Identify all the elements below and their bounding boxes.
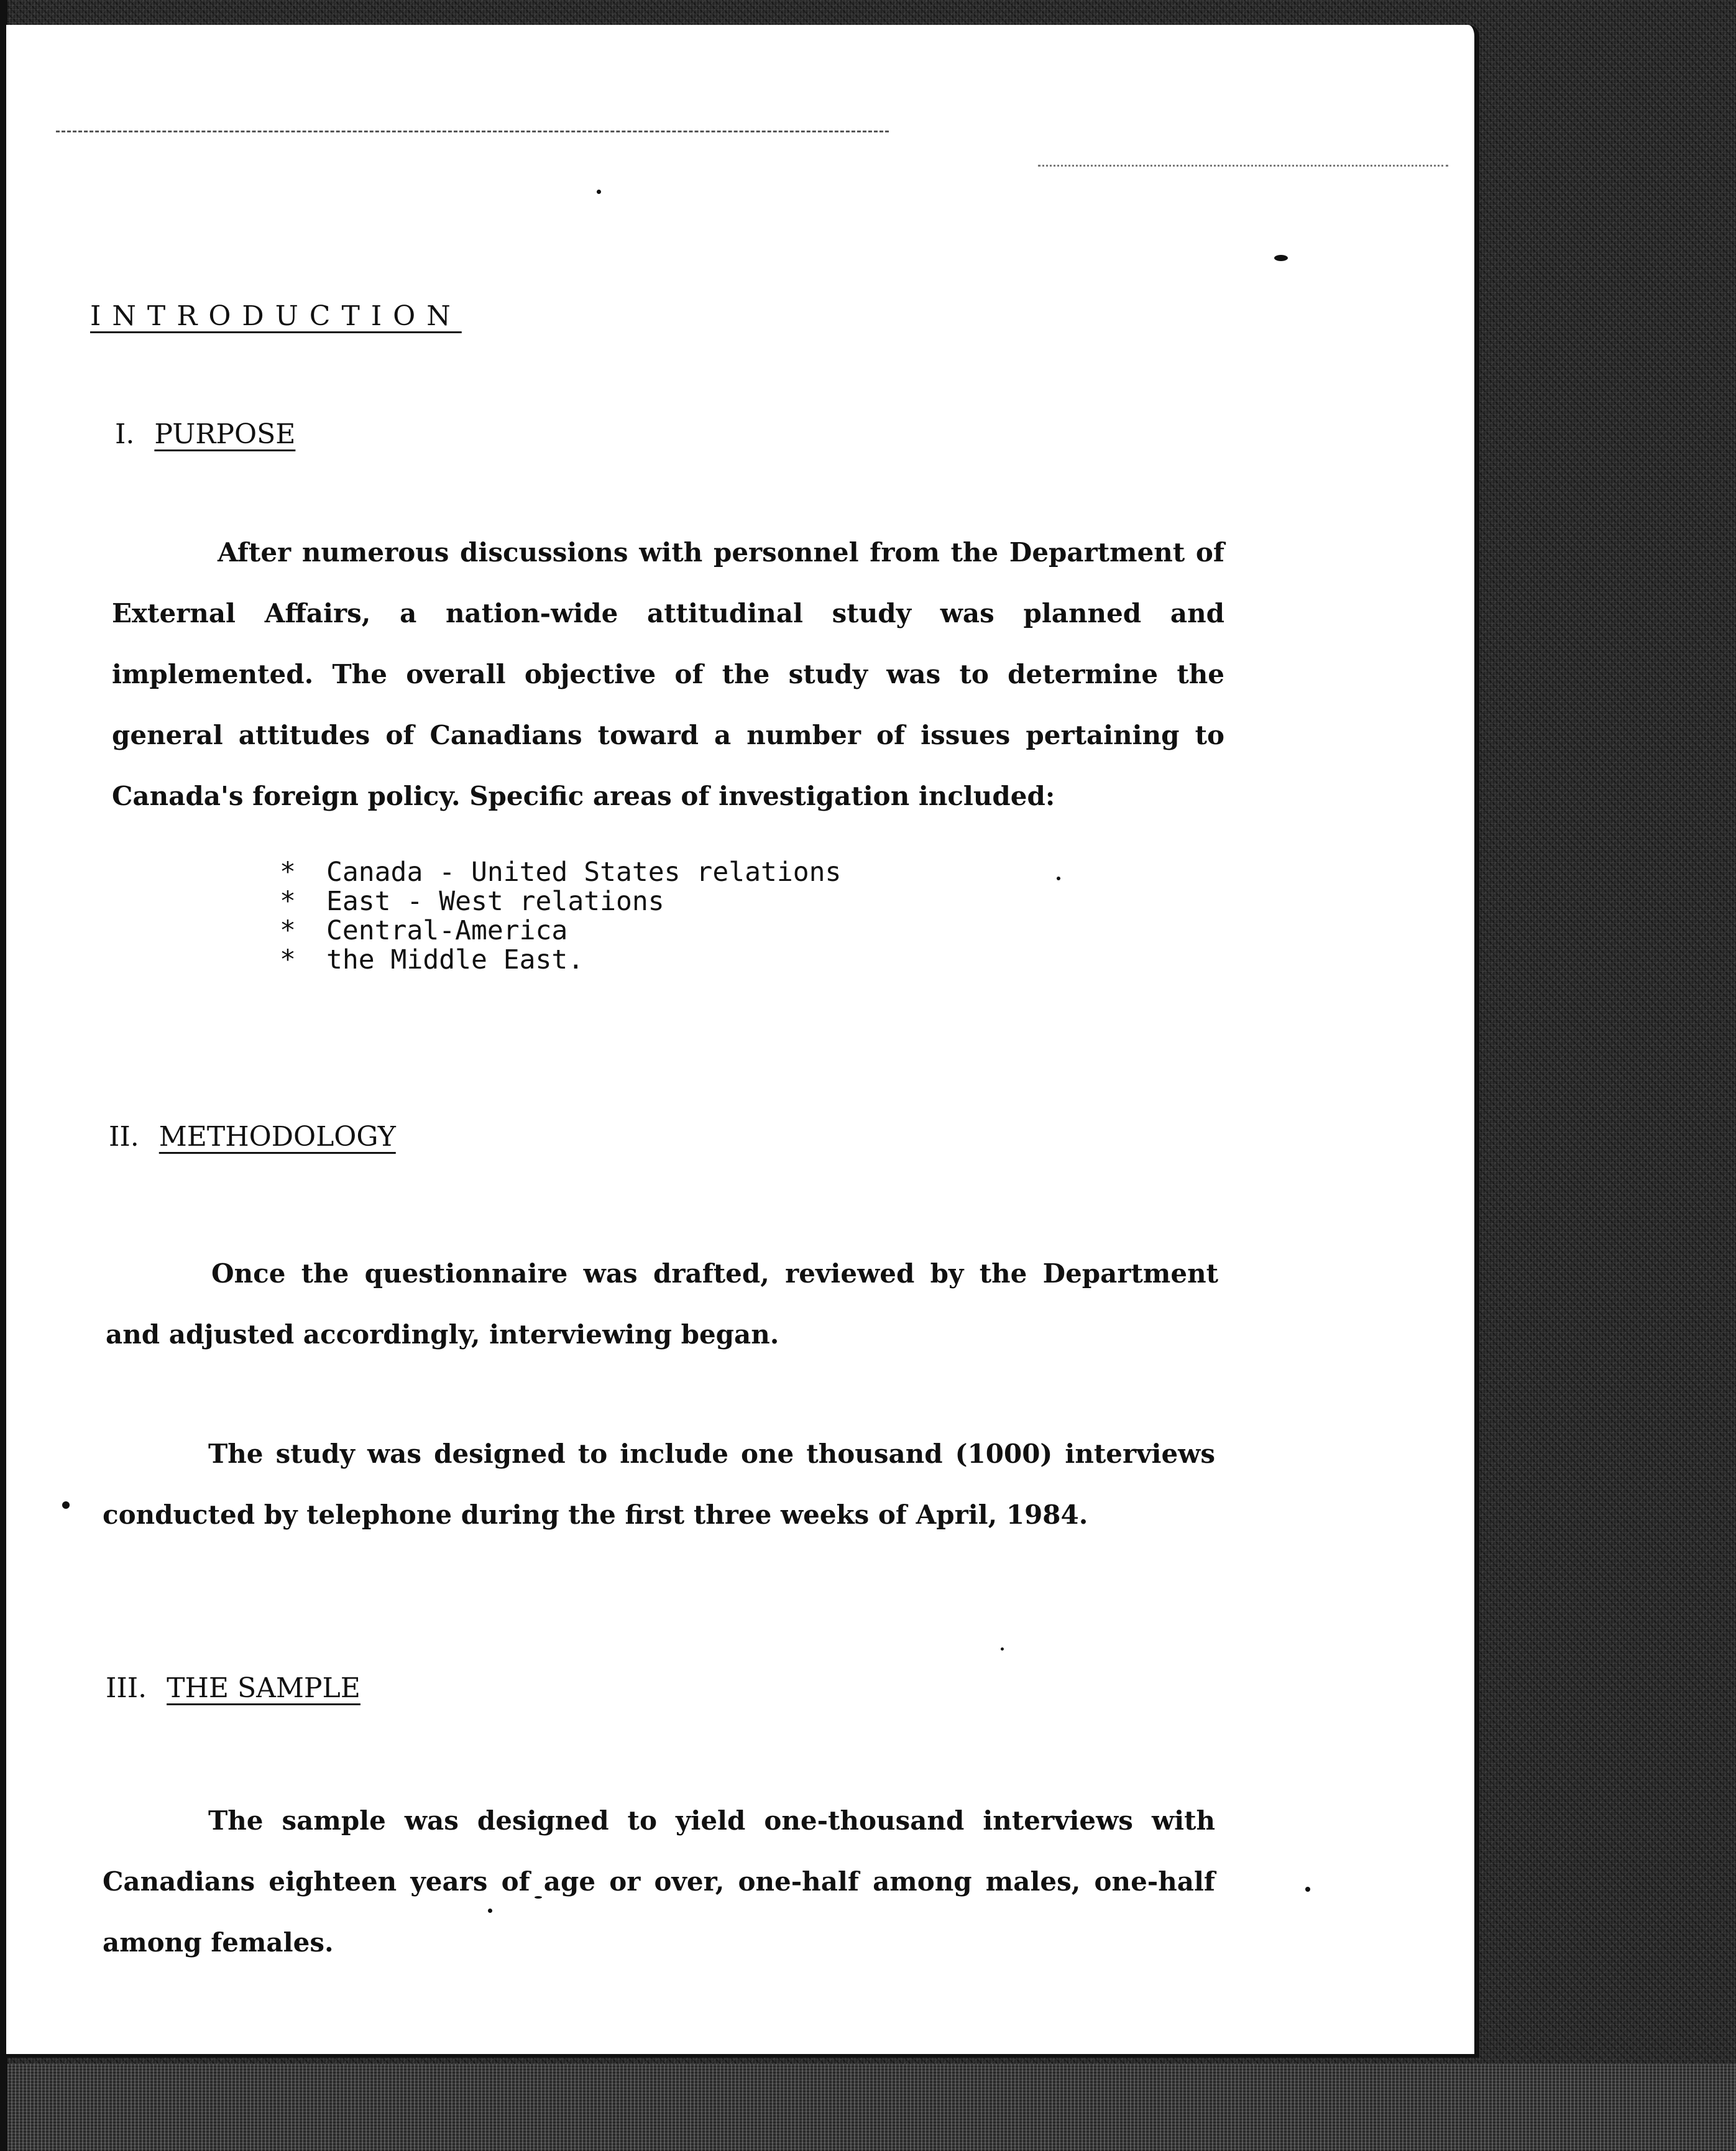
- ink-speck: [62, 1501, 70, 1509]
- investigation-areas-list: [280, 858, 841, 975]
- list-item-text: the Middle East.: [326, 944, 584, 975]
- list-item: [280, 946, 841, 975]
- list-item: [280, 858, 841, 887]
- list-item: [280, 916, 841, 946]
- section-title: METHODOLOGY: [158, 1121, 396, 1153]
- document-page: [6, 25, 1479, 2058]
- purpose-paragraph-text: After numerous discussions with personnel from the Department of External Affairs, a nation-wide attitudinal study was planned and implemented. The overall objective of the study was to determine the general attitudes of Canadians toward a number of issues pertaining to Canada's foreign policy. Specific areas of investigation included:: [112, 537, 1224, 811]
- introduction-heading: INTRODUCTION: [90, 300, 462, 332]
- scanner-bottom-noise: [0, 2064, 1736, 2151]
- ink-speck: [597, 190, 601, 194]
- section-number: III.: [106, 1672, 147, 1704]
- section-title: THE SAMPLE: [167, 1672, 361, 1704]
- methodology-heading: [109, 1121, 396, 1153]
- methodology-paragraph-1: [106, 1243, 1218, 1365]
- ink-speck: [1001, 1647, 1004, 1651]
- methodology-paragraph-2: [103, 1424, 1215, 1545]
- list-item-text: Central-America: [326, 915, 568, 946]
- ink-speck: [1305, 1887, 1310, 1892]
- purpose-heading: [115, 418, 295, 450]
- list-item: [280, 887, 841, 916]
- top-dashed-rule: [56, 131, 889, 132]
- section-number: I.: [115, 418, 135, 450]
- methodology-paragraph-1-text: Once the questionnaire was drafted, reviewed by the Department and adjusted accordingly, interviewing began.: [106, 1258, 1218, 1350]
- ink-speck: [1274, 255, 1288, 261]
- bullet-star: *: [280, 857, 296, 888]
- sample-paragraph: [103, 1790, 1215, 1973]
- sample-paragraph-text: The sample was designed to yield one-thousand interviews with Canadians eighteen years of age or over, one-half among males, one-half among females.: [103, 1805, 1215, 1958]
- section-number: II.: [109, 1121, 139, 1153]
- methodology-paragraph-2-text: The study was designed to include one thousand (1000) interviews conducted by telephone during the first three weeks of April, 1984.: [103, 1439, 1215, 1530]
- list-item-text: East - West relations: [326, 886, 664, 917]
- list-item-text: Canada - United States relations: [326, 857, 842, 888]
- bullet-star: *: [280, 886, 296, 917]
- section-title: PURPOSE: [154, 418, 296, 450]
- top-dotted-rule: [1038, 165, 1448, 167]
- ink-speck: [1057, 877, 1060, 880]
- bullet-star: *: [280, 915, 296, 946]
- bullet-star: *: [280, 944, 296, 975]
- purpose-paragraph: [112, 522, 1224, 827]
- sample-heading: [106, 1672, 361, 1704]
